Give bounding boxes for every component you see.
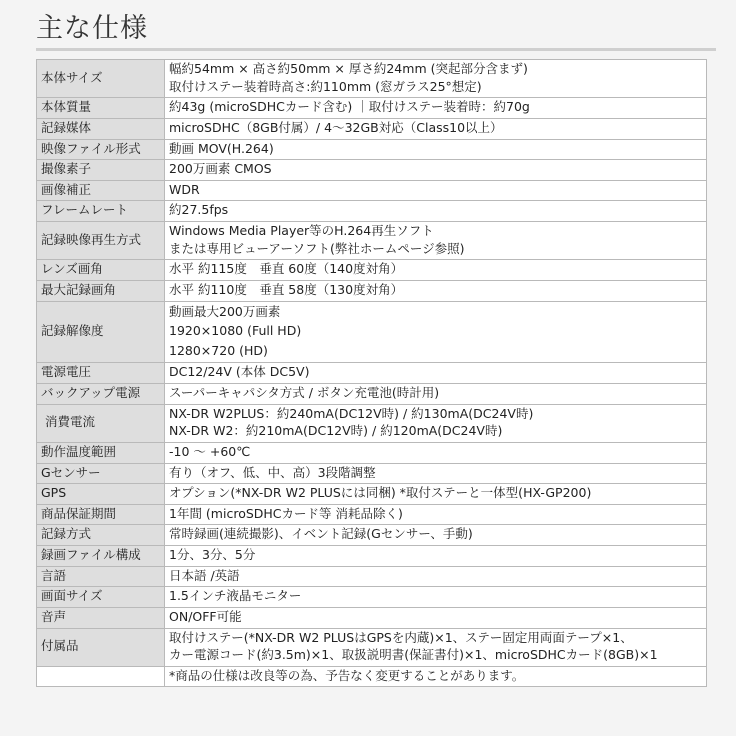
spec-row bbox=[37, 484, 707, 505]
spec-value-line: 取付けステー(*NX-DR W2 PLUSはGPSを内蔵)×1、ステー固定用両面テープ×1、 bbox=[169, 629, 633, 645]
spec-value bbox=[165, 180, 707, 201]
spec-row bbox=[37, 180, 707, 201]
spec-value-line: 1920×1080 (Full HD) bbox=[169, 323, 302, 339]
spec-row bbox=[37, 607, 707, 628]
spec-value-line: 1280×720 (HD) bbox=[169, 342, 268, 358]
spec-value-line: 動画最大200万画素 bbox=[169, 303, 281, 319]
spec-label-text: 付属品 bbox=[41, 638, 79, 654]
spec-value bbox=[165, 463, 707, 484]
spec-label bbox=[37, 60, 165, 98]
spec-value bbox=[165, 301, 707, 363]
spec-value-line: NX-DR W2PLUS：約240mA(DC12V時) / 約130mA(DC24V時) bbox=[169, 405, 534, 421]
spec-value bbox=[165, 546, 707, 567]
spec-row bbox=[37, 628, 707, 666]
note-row bbox=[37, 666, 707, 687]
spec-value-line: -10 ～ +60℃ bbox=[169, 443, 251, 459]
spec-label bbox=[37, 463, 165, 484]
spec-label bbox=[37, 160, 165, 181]
spec-value-line: 有り（オフ、低、中、高）3段階調整 bbox=[169, 464, 376, 480]
spec-label bbox=[37, 607, 165, 628]
spec-value bbox=[165, 587, 707, 608]
spec-label bbox=[37, 280, 165, 301]
spec-row bbox=[37, 384, 707, 405]
spec-value-line: 動画 MOV(H.264) bbox=[169, 140, 274, 156]
spec-value bbox=[165, 566, 707, 587]
spec-label bbox=[37, 98, 165, 119]
spec-label-text: 音声 bbox=[41, 608, 67, 624]
spec-value-line: microSDHC（8GB付属）/ 4～32GB対応（Class10以上） bbox=[169, 119, 503, 135]
spec-value bbox=[165, 98, 707, 119]
spec-label bbox=[37, 504, 165, 525]
spec-label-text: 撮像素子 bbox=[41, 161, 92, 177]
spec-row bbox=[37, 463, 707, 484]
spec-label bbox=[37, 363, 165, 384]
spec-row bbox=[37, 546, 707, 567]
spec-value bbox=[165, 222, 707, 260]
spec-label bbox=[37, 525, 165, 546]
spec-row bbox=[37, 301, 707, 363]
spec-label-text: フレームレート bbox=[41, 202, 129, 218]
spec-table bbox=[36, 59, 707, 687]
spec-row bbox=[37, 504, 707, 525]
spec-label bbox=[37, 180, 165, 201]
spec-value-line: WDR bbox=[169, 181, 200, 197]
spec-label-text: 録画ファイル構成 bbox=[41, 547, 141, 562]
spec-label-text: 画面サイズ bbox=[41, 588, 103, 604]
spec-label bbox=[37, 442, 165, 463]
spec-row bbox=[37, 201, 707, 222]
spec-label-text: GPS bbox=[41, 485, 67, 501]
spec-label bbox=[37, 384, 165, 405]
spec-label bbox=[37, 628, 165, 666]
spec-value bbox=[165, 607, 707, 628]
spec-label-text: 記録媒体 bbox=[41, 119, 92, 135]
spec-row bbox=[37, 222, 707, 260]
spec-value bbox=[165, 60, 707, 98]
spec-label bbox=[37, 260, 165, 281]
spec-row bbox=[37, 139, 707, 160]
spec-label bbox=[37, 201, 165, 222]
spec-value bbox=[165, 525, 707, 546]
spec-label bbox=[37, 222, 165, 260]
spec-value bbox=[165, 139, 707, 160]
spec-value-line: 常時録画(連続撮影)、イベント記録(Gセンサー、手動) bbox=[169, 526, 473, 542]
spec-value bbox=[165, 384, 707, 405]
spec-label-text: 記録映像再生方式 bbox=[41, 231, 142, 247]
spec-label-text: 商品保証期間 bbox=[41, 505, 117, 521]
spec-row bbox=[37, 160, 707, 181]
spec-row bbox=[37, 404, 707, 442]
spec-label-text: 消費電流 bbox=[45, 414, 96, 430]
spec-row bbox=[37, 118, 707, 139]
spec-label-text: 本体質量 bbox=[41, 99, 92, 115]
spec-value-line: NX-DR W2：約210mA(DC12V時) / 約120mA(DC24V時) bbox=[169, 423, 503, 439]
spec-row bbox=[37, 60, 707, 98]
note-label-empty bbox=[37, 666, 165, 687]
spec-row bbox=[37, 280, 707, 301]
spec-label bbox=[37, 118, 165, 139]
spec-value bbox=[165, 442, 707, 463]
spec-row bbox=[37, 525, 707, 546]
spec-label bbox=[37, 546, 165, 567]
spec-note: *商品の仕様は改良等の為、予告なく変更することがあります。 bbox=[165, 666, 707, 687]
spec-value-line: または専用ビューアーソフト(弊社ホームページ参照) bbox=[169, 240, 465, 256]
spec-value bbox=[165, 260, 707, 281]
spec-value-line: スーパーキャパシタ方式 / ボタン充電池(時計用) bbox=[169, 385, 440, 400]
spec-label-text: 画像補正 bbox=[41, 181, 92, 197]
spec-value bbox=[165, 504, 707, 525]
spec-value-line: 幅約54mm × 高さ約50mm × 厚さ約24mm (突起部分含まず) bbox=[169, 61, 528, 76]
spec-label bbox=[37, 404, 165, 442]
spec-value-line: 200万画素 CMOS bbox=[169, 161, 272, 177]
spec-value bbox=[165, 118, 707, 139]
spec-value-line: 1分、3分、5分 bbox=[169, 547, 256, 562]
spec-row bbox=[37, 98, 707, 119]
spec-value-line: 水平 約110度 垂直 58度（130度対角） bbox=[169, 281, 404, 297]
spec-label-text: バックアップ電源 bbox=[41, 385, 141, 400]
spec-value bbox=[165, 363, 707, 384]
spec-value bbox=[165, 201, 707, 222]
spec-label-text: 記録解像度 bbox=[41, 323, 104, 339]
spec-row bbox=[37, 587, 707, 608]
spec-label bbox=[37, 484, 165, 505]
spec-label bbox=[37, 587, 165, 608]
page-title: 主な仕様 bbox=[36, 13, 148, 44]
spec-value-line: 約43g (microSDHCカード含む) ｜取付けステー装着時：約70g bbox=[169, 99, 530, 115]
spec-value-line: 1.5インチ液晶モニター bbox=[169, 588, 302, 604]
spec-label-text: 最大記録画角 bbox=[41, 281, 117, 297]
spec-label-text: 言語 bbox=[41, 567, 67, 583]
spec-value-line: DC12/24V (本体 DC5V) bbox=[169, 364, 310, 380]
spec-label-text: レンズ画角 bbox=[41, 261, 103, 277]
spec-value bbox=[165, 484, 707, 505]
spec-label-text: 本体サイズ bbox=[41, 69, 103, 85]
spec-label-text: 電源電圧 bbox=[41, 364, 92, 380]
spec-value-line: 1年間 (microSDHCカード等 消耗品除く) bbox=[169, 505, 403, 521]
spec-value bbox=[165, 280, 707, 301]
title-underline bbox=[36, 48, 716, 51]
spec-label bbox=[37, 301, 165, 363]
spec-label-text: 映像ファイル形式 bbox=[41, 140, 141, 156]
spec-value bbox=[165, 404, 707, 442]
spec-row bbox=[37, 442, 707, 463]
spec-value-line: 日本語 /英語 bbox=[169, 567, 240, 583]
spec-value-line: ON/OFF可能 bbox=[169, 608, 242, 624]
spec-label-text: Gセンサー bbox=[41, 464, 101, 480]
spec-table-body bbox=[37, 60, 707, 687]
spec-value bbox=[165, 160, 707, 181]
spec-label bbox=[37, 566, 165, 587]
spec-row bbox=[37, 566, 707, 587]
spec-label-text: 記録方式 bbox=[41, 526, 92, 542]
spec-row bbox=[37, 363, 707, 384]
spec-row bbox=[37, 260, 707, 281]
spec-value-line: カー電源コード(約3.5m)×1、取扱説明書(保証書付)×1、microSDHCカード(8GB)×1 bbox=[169, 647, 658, 663]
spec-label-text: 動作温度範囲 bbox=[41, 443, 117, 459]
spec-value bbox=[165, 628, 707, 666]
spec-value-line: Windows Media Player等のH.264再生ソフト bbox=[169, 223, 434, 238]
spec-value-line: 水平 約115度 垂直 60度（140度対角） bbox=[169, 261, 404, 277]
spec-label bbox=[37, 139, 165, 160]
spec-value-line: 取付けステー装着時高さ:約110mm (窓ガラス25°想定) bbox=[169, 78, 482, 94]
spec-value-line: 約27.5fps bbox=[169, 202, 229, 218]
spec-value-line: オプション(*NX-DR W2 PLUSには同梱) *取付ステーと一体型(HX-GP200) bbox=[169, 485, 592, 501]
